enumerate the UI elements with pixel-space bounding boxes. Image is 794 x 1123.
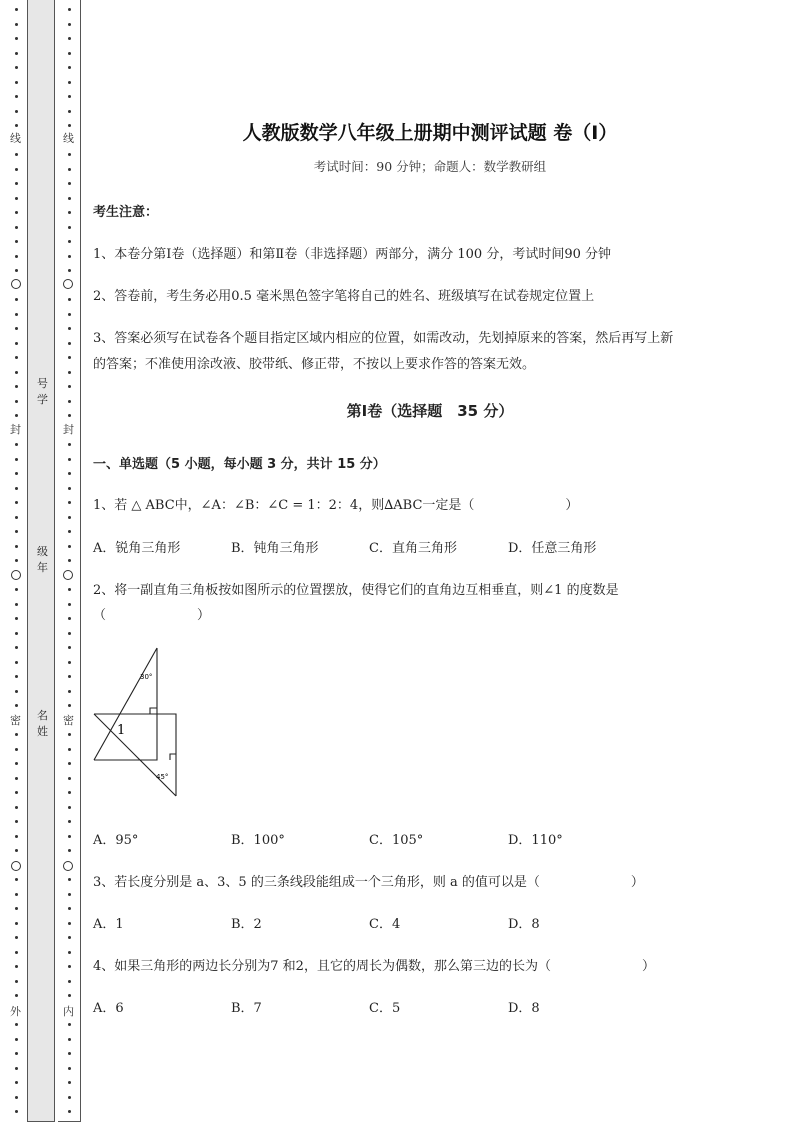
cut-line-dot [68,632,71,635]
cut-line-dot [68,878,71,881]
cut-line-dot [15,1067,18,1070]
cut-line-dot [15,545,18,548]
cut-line-dot [15,211,18,214]
cut-line-dot [15,762,18,765]
cut-line-dot [15,907,18,910]
cut-line-dot [15,1081,18,1084]
cut-line-dot [15,1052,18,1055]
circle-marker [63,279,73,289]
cut-line-dot [15,559,18,562]
question-2-option-c[interactable]: C．105° [369,833,424,848]
question-3-option-c[interactable]: C．4 [369,917,401,932]
notice-heading: 考生注意： [93,205,159,220]
cut-line-dot [68,8,71,11]
cut-line-dot [68,66,71,69]
cut-line-dot [15,298,18,301]
cut-line-dot [15,197,18,200]
circle-marker [63,570,73,580]
cut-line-dot [15,806,18,809]
cut-line-dot [15,400,18,403]
dotted-cut-line-outer [13,0,23,1123]
cut-line-dot [15,936,18,939]
cut-line-dot [15,690,18,693]
cut-line-dot [15,675,18,678]
cut-line-dot [68,545,71,548]
cut-line-dot [15,820,18,823]
cut-line-dot [68,443,71,446]
inner-mark-mi: 密 [63,714,74,727]
question-4-option-c[interactable]: C．5 [369,1001,401,1016]
cut-line-dot [15,414,18,417]
notice-item-2: 2、答卷前，考生务必用0.5 毫米黑色签字笔将自己的姓名、班级填写在试卷规定位置上 [93,289,595,304]
cut-line-dot [15,748,18,751]
part-title: 一、单选题（5 小题，每小题 3 分，共计 15 分） [93,457,386,472]
question-1-option-a[interactable]: A．锐角三角形 [93,541,181,556]
cut-line-dot [15,922,18,925]
cut-line-dot [68,472,71,475]
cut-line-dot [68,1052,71,1055]
cut-line-dot [68,661,71,664]
cut-line-dot [68,458,71,461]
cut-line-dot [15,124,18,127]
cut-line-dot [15,487,18,490]
cut-line-dot [15,951,18,954]
cut-line-dot [68,298,71,301]
cut-line-dot [68,385,71,388]
cut-line-dot [68,197,71,200]
cut-line-dot [68,501,71,504]
cut-line-dot [68,588,71,591]
cut-line-dot [15,965,18,968]
cut-line-dot [68,23,71,26]
outer-mark-xian: 线 [10,132,21,145]
cut-line-dot [68,617,71,620]
cut-line-dot [68,37,71,40]
cut-line-dot [68,487,71,490]
cut-line-dot [15,240,18,243]
cut-line-dot [68,922,71,925]
cut-line-dot [15,458,18,461]
cut-line-dot [68,907,71,910]
angle-45-label: 45° [156,773,169,781]
cut-line-dot [15,646,18,649]
cut-line-dot [15,342,18,345]
cut-line-dot [68,371,71,374]
question-1-stem: 1、若 △ ABC中，∠A：∠B：∠C = 1：2：4，则∆ABC一定是（ ） [93,498,579,513]
cut-line-dot [15,385,18,388]
exam-subtitle: 考试时间：90 分钟；命题人：数学教研组 [313,159,547,174]
cut-line-dot [15,617,18,620]
exam-title: 人教版数学八年级上册期中测评试题 卷（Ⅰ） [242,122,618,144]
cut-line-dot [68,327,71,330]
student-id-label: 号学 [37,377,48,406]
cut-line-dot [15,269,18,272]
cut-line-dot [68,182,71,185]
cut-line-dot [68,806,71,809]
angle-1-label: 1 [117,723,126,738]
cut-line-dot [68,153,71,156]
inner-mark-nei: 内 [63,1005,74,1018]
question-1-option-d[interactable]: D．任意三角形 [508,541,597,556]
cut-line-dot [15,980,18,983]
cut-line-dot [68,994,71,997]
cut-line-dot [68,820,71,823]
question-4-option-d[interactable]: D．8 [508,1001,540,1016]
cut-line-dot [68,733,71,736]
circle-marker [11,570,21,580]
cut-line-dot [68,356,71,359]
cut-line-dot [68,530,71,533]
cut-line-dot [15,371,18,374]
question-3-option-d[interactable]: D．8 [508,917,540,932]
section-title: 第Ⅰ卷（选择题 35 分） [346,402,514,420]
question-2-stem: 2、将一副直角三角板按如图所示的位置摆放，使得它们的直角边互相垂直，则∠1 的度数是 [93,583,619,598]
cut-line-dot [68,748,71,751]
cut-line-dot [15,893,18,896]
cut-line-dot [68,936,71,939]
cut-line-dot [15,66,18,69]
cut-line-dot [15,994,18,997]
cut-line-dot [68,1096,71,1099]
cut-line-dot [68,1081,71,1084]
circle-marker [11,861,21,871]
cut-line-dot [15,226,18,229]
cut-line-dot [15,8,18,11]
cut-line-dot [68,690,71,693]
cut-line-dot [15,255,18,258]
cut-line-dot [68,269,71,272]
cut-line-dot [15,95,18,98]
cut-line-dot [15,52,18,55]
cut-line-dot [68,52,71,55]
inner-mark-xian: 线 [63,132,74,145]
cut-line-dot [68,762,71,765]
cut-line-dot [15,733,18,736]
cut-line-dot [68,1067,71,1070]
cut-line-dot [68,168,71,171]
outer-mark-feng: 封 [10,423,21,436]
question-3-option-b[interactable]: B．2 [231,917,262,932]
cut-line-dot [68,559,71,562]
question-2-option-d[interactable]: D．110° [508,833,563,848]
outer-mark-wai: 外 [10,1005,21,1018]
question-3-option-a[interactable]: A．1 [93,917,124,932]
cut-line-dot [15,1096,18,1099]
cut-line-dot [15,313,18,316]
cut-line-dot [68,1023,71,1026]
cut-line-dot [15,81,18,84]
cut-line-dot [15,23,18,26]
cut-line-dot [15,1110,18,1113]
triangle-figure [92,646,182,798]
cut-line-dot [15,443,18,446]
question-3-stem: 3、若长度分别是 a、3、5 的三条线段能组成一个三角形，则 a 的值可以是（ ） [93,875,644,890]
binding-margin [0,0,84,1123]
question-2-option-b[interactable]: B．100° [231,833,285,848]
margin-border-line [80,0,81,1121]
cut-line-dot [68,791,71,794]
cut-line-dot [15,168,18,171]
cut-line-dot [68,704,71,707]
cut-line-dot [15,153,18,156]
cut-line-dot [15,530,18,533]
margin-bottom-line [58,1121,81,1122]
cut-line-dot [68,240,71,243]
cut-line-dot [68,313,71,316]
cut-line-dot [68,110,71,113]
cut-line-dot [68,516,71,519]
cut-line-dot [68,255,71,258]
cut-line-dot [68,81,71,84]
inner-mark-feng: 封 [63,423,74,436]
cut-line-dot [68,603,71,606]
cut-line-dot [68,675,71,678]
cut-line-dot [15,182,18,185]
cut-line-dot [68,951,71,954]
angle-30-label: 30° [140,673,153,681]
notice-item-3-continued: 的答案；不准使用涂改液、胶带纸、修正带，不按以上要求作答的答案无效。 [93,357,536,372]
cut-line-dot [15,704,18,707]
cut-line-dot [68,124,71,127]
cut-line-dot [15,501,18,504]
circle-marker [63,861,73,871]
cut-line-dot [15,327,18,330]
cut-line-dot [68,342,71,345]
cut-line-dot [68,226,71,229]
cut-line-dot [68,414,71,417]
cut-line-dot [68,211,71,214]
cut-line-dot [15,603,18,606]
question-2-stem-blank: （ ） [93,608,211,623]
question-2-option-a[interactable]: A．95° [93,833,139,848]
notice-item-3: 3、答案必须写在试卷各个题目指定区域内相应的位置，如需改动，先划掉原来的答案，然后再写上新 [93,331,674,346]
cut-line-dot [68,849,71,852]
cut-line-dot [15,835,18,838]
dotted-cut-line-inner [66,0,76,1123]
cut-line-dot [68,1038,71,1041]
grade-label: 级年 [37,545,48,574]
cut-line-dot [15,472,18,475]
cut-line-dot [15,1038,18,1041]
cut-line-dot [68,646,71,649]
cut-line-dot [68,1110,71,1113]
cut-line-dot [68,777,71,780]
name-label: 名姓 [37,709,48,738]
question-4-stem: 4、如果三角形的两边长分别为7 和2，且它的周长为偶数，那么第三边的长为（ ） [93,959,655,974]
notice-item-1: 1、本卷分第Ⅰ卷（选择题）和第Ⅱ卷（非选择题）两部分，满分 100 分，考试时间90 分钟 [93,247,611,262]
outer-mark-mi: 密 [10,714,21,727]
cut-line-dot [15,791,18,794]
cut-line-dot [15,356,18,359]
cut-line-dot [15,1023,18,1026]
cut-line-dot [15,661,18,664]
cut-line-dot [15,632,18,635]
cut-line-dot [15,588,18,591]
cut-line-dot [68,835,71,838]
circle-marker [11,279,21,289]
question-4-option-b[interactable]: B．7 [231,1001,262,1016]
cut-line-dot [15,110,18,113]
cut-line-dot [68,965,71,968]
question-1-option-c[interactable]: C．直角三角形 [369,541,457,556]
cut-line-dot [68,893,71,896]
cut-line-dot [68,980,71,983]
cut-line-dot [15,516,18,519]
cut-line-dot [68,400,71,403]
cut-line-dot [15,878,18,881]
cut-line-dot [15,849,18,852]
question-4-option-a[interactable]: A．6 [93,1001,124,1016]
question-1-option-b[interactable]: B．钝角三角形 [231,541,319,556]
cut-line-dot [15,777,18,780]
cut-line-dot [15,37,18,40]
cut-line-dot [68,95,71,98]
